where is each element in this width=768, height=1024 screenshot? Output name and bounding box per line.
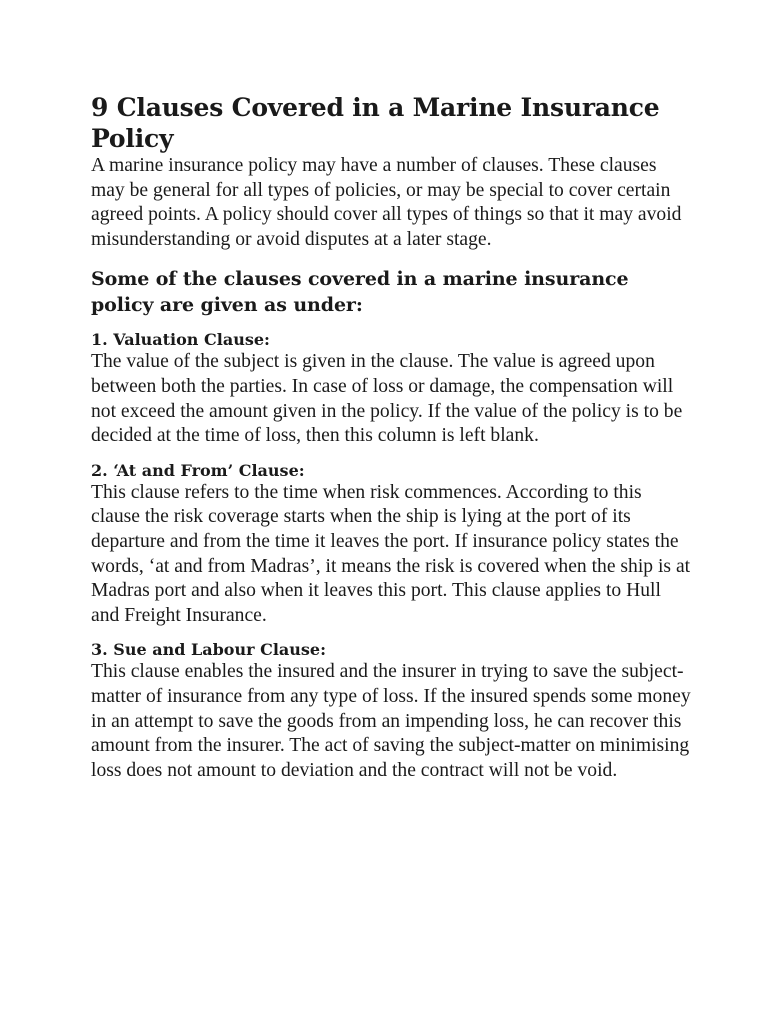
document-page xyxy=(91,92,691,783)
clause-heading: 1. Valuation Clause: xyxy=(91,330,270,350)
clause-text: This clause enables the insured and the insurer in trying to save the subject- matter of insurance from any type of loss. If the insured spends some money in an attempt to save the goods from an impending loss, he can recover this amount from the insurer. The act of saving the subject-matter on minimising loss does not amount to deviation and the contract will not be void. xyxy=(91,661,691,781)
intro-paragraph: A marine insurance policy may have a number of clauses. These clauses may be general for all types of policies, or may be special to cover certain agreed points. A policy should cover all types of things so that it may avoid misunderstanding or avoid disputes at a later stage. xyxy=(91,155,682,250)
page-title: 9 Clauses Covered in a Marine Insurance Policy xyxy=(91,93,660,153)
clause-text: The value of the subject is given in the clause. The value is agreed upon between both the parties. In case of loss or damage, the compensation will not exceed the amount given in the policy. If the value of the policy is to be decided at the time of loss, then this column is left blank. xyxy=(91,351,683,447)
clause-heading: 2. ‘At and From’ Clause: xyxy=(91,460,305,480)
clause-heading: 3. Sue and Labour Clause: xyxy=(91,640,326,660)
clause-valuation xyxy=(91,330,691,448)
clause-sue-and-labour xyxy=(91,640,691,783)
clause-text: This clause refers to the time when risk commences. According to this clause the risk coverage starts when the ship is lying at the port of its departure and from the time it leaves the port. If insurance policy states the words, ‘at and from Madras’, it means the risk is covered when the ship is at Madras port and also when it leaves this port. This clause applies to Hull and Freight Insurance. xyxy=(91,481,691,626)
clauses-subheading: Some of the clauses covered in a marine insurance policy are given as under: xyxy=(91,268,629,317)
clause-at-and-from xyxy=(91,461,691,629)
